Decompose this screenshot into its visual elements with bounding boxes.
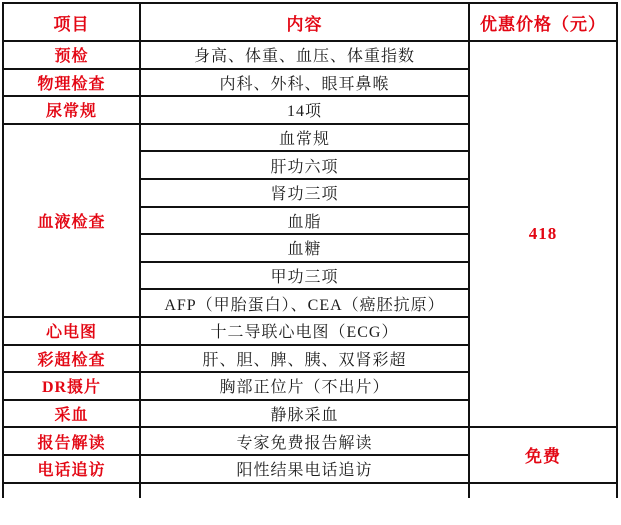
price-cell-free: 免费 [469,427,617,482]
table-row-cutoff [3,483,617,498]
item-cell: 采血 [3,400,140,428]
content-cell: 血糖 [140,234,469,262]
content-cell: 肝、胆、脾、胰、双肾彩超 [140,345,469,373]
item-cell: 预检 [3,41,140,69]
checkup-price-table [2,2,618,498]
content-cell: 静脉采血 [140,400,469,428]
item-cell-empty [3,483,140,498]
table-row [3,41,617,69]
content-cell: 肾功三项 [140,179,469,207]
content-cell: 肝功六项 [140,151,469,179]
price-cell-empty [469,483,617,498]
content-cell: 阳性结果电话追访 [140,455,469,483]
content-cell: 血常规 [140,124,469,152]
header-price-column: 优惠价格（元） [469,3,617,41]
item-cell: 尿常规 [3,96,140,124]
table-header-row [3,3,617,41]
price-cell-main: 418 [469,41,617,427]
item-cell: DR摄片 [3,372,140,400]
content-cell: 身高、体重、血压、体重指数 [140,41,469,69]
item-cell: 物理检查 [3,69,140,97]
item-cell: 电话追访 [3,455,140,483]
content-cell: 胸部正位片（不出片） [140,372,469,400]
content-cell: 甲功三项 [140,262,469,290]
item-cell: 报告解读 [3,427,140,455]
content-cell: 专家免费报告解读 [140,427,469,455]
item-cell: 彩超检查 [3,345,140,373]
header-content-column: 内容 [140,3,469,41]
item-cell: 心电图 [3,317,140,345]
content-cell: AFP（甲胎蛋白）、CEA（癌胚抗原） [140,289,469,317]
content-cell: 十二导联心电图（ECG） [140,317,469,345]
content-cell: 14项 [140,96,469,124]
content-cell-empty [140,483,469,498]
content-cell: 血脂 [140,207,469,235]
item-cell-blood-tests: 血液检查 [3,124,140,317]
content-cell: 内科、外科、眼耳鼻喉 [140,69,469,97]
header-item-column: 项目 [3,3,140,41]
table-row [3,427,617,455]
